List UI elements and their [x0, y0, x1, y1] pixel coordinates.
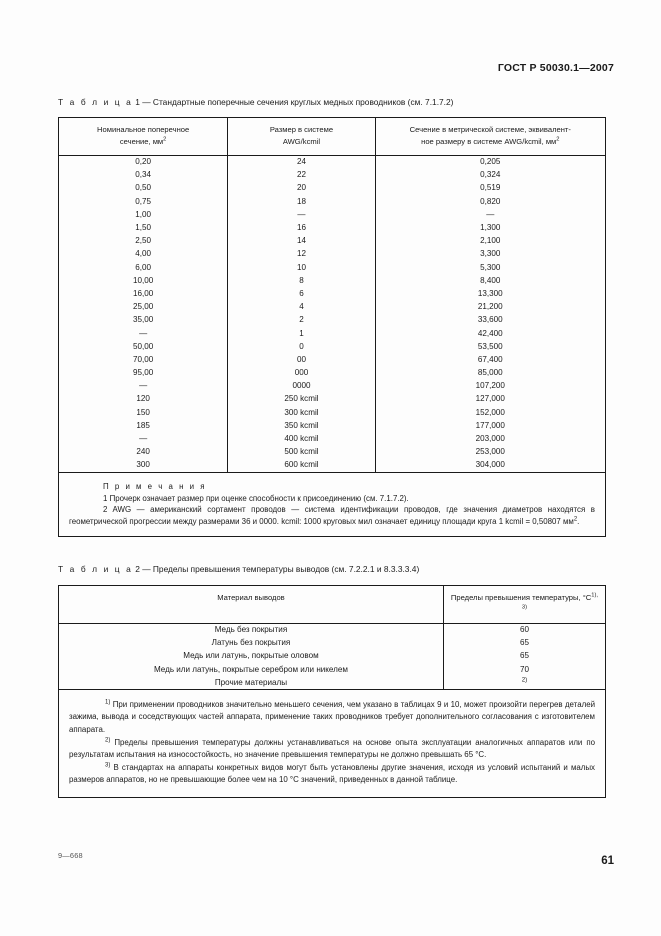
table-row: [59, 221, 605, 234]
table-1-caption-text: — Стандартные поперечные сечения круглых медных проводников (см. 7.1.7.2): [142, 97, 454, 107]
header-line-1: Сечение в метрической системе, эквивалент-: [409, 125, 571, 134]
cell-metric-equivalent: 1,300: [480, 223, 501, 233]
cell-metric-equivalent: 152,000: [475, 407, 505, 417]
cell-nominal-section: 25,00: [59, 301, 228, 314]
table-row: [59, 676, 605, 689]
cell-awg-size: 16: [228, 221, 375, 234]
table-row: [59, 235, 605, 248]
table-row: [59, 624, 605, 637]
cell-nominal-section: 16,00: [59, 287, 228, 300]
table-row: [59, 274, 605, 287]
table-row: [59, 393, 605, 406]
cell-awg-size: 300 kcmil: [228, 406, 375, 419]
table-2-body: [59, 624, 605, 690]
cell-metric-equivalent: 13,300: [477, 288, 503, 298]
cell-nominal-section: —: [59, 327, 228, 340]
cell-metric-equivalent: 42,400: [477, 328, 503, 338]
footnote-marker-1: 1): [105, 699, 111, 706]
cell-awg-size: —: [228, 208, 375, 221]
cell-awg-size: 6: [228, 287, 375, 300]
cell-nominal-section: —: [59, 380, 228, 393]
printer-signature-mark: 9—668: [58, 851, 83, 860]
cell-temperature-limit: 65: [519, 651, 529, 661]
cell-awg-size: 22: [228, 169, 375, 182]
page-number: 61: [601, 855, 614, 867]
table-row: [59, 663, 605, 676]
table-row: [59, 327, 605, 340]
cell-terminal-material: Медь или латунь, покрытые оловом: [59, 650, 444, 663]
table-row: [59, 380, 605, 393]
cell-awg-size: 10: [228, 261, 375, 274]
cell-nominal-section: 70,00: [59, 353, 228, 366]
table-2-column-header-material: Материал выводов: [59, 586, 444, 623]
cell-nominal-section: 4,00: [59, 248, 228, 261]
cell-metric-equivalent: 0,205: [480, 157, 501, 167]
footnote-marker-2: 2): [521, 676, 528, 684]
table-1: [58, 117, 606, 537]
table-row: [59, 406, 605, 419]
cell-nominal-section: 1,50: [59, 221, 228, 234]
table-1-note-1: 1 Прочерк означает размер при оценке способности к присоединению (см. 7.1.7.2).: [103, 494, 409, 504]
cell-metric-equivalent: 203,000: [475, 434, 505, 444]
cell-temperature-limit: 70: [519, 664, 529, 674]
header-text: Пределы превышения температуры, °C: [450, 593, 592, 602]
table-row: [59, 367, 605, 380]
cell-terminal-material: Латунь без покрытия: [59, 637, 444, 650]
table-2-footnote-3: [69, 762, 595, 786]
cell-awg-size: 350 kcmil: [228, 419, 375, 432]
table-1-caption-label: Т а б л и ц а: [58, 97, 133, 107]
cell-nominal-section: 185: [59, 419, 228, 432]
footnote-markers: 1), 3): [521, 592, 598, 611]
header-line-2: сечение, мм: [119, 136, 164, 146]
cell-nominal-section: 35,00: [59, 314, 228, 327]
cell-awg-size: 2: [228, 314, 375, 327]
cell-nominal-section: 10,00: [59, 274, 228, 287]
table-2-header-row: [59, 586, 605, 624]
table-2-footnotes: [59, 689, 605, 796]
header-line-2: ное размеру в системе AWG/kcmil, мм: [421, 136, 557, 146]
cell-awg-size: 12: [228, 248, 375, 261]
cell-terminal-material: Медь без покрытия: [59, 624, 444, 637]
table-row: [59, 248, 605, 261]
table-2-footnote-1: [69, 699, 595, 735]
cell-awg-size: 600 kcmil: [228, 459, 375, 472]
table-2-column-header-temperature-limits: [444, 586, 605, 623]
cell-metric-equivalent: 107,200: [475, 381, 505, 391]
table-2-caption: [58, 564, 419, 574]
cell-awg-size: 00: [228, 353, 375, 366]
cell-metric-equivalent: 0,820: [480, 196, 501, 206]
table-1-notes: [59, 472, 605, 536]
cell-metric-equivalent: 2,100: [480, 236, 501, 246]
cell-metric-equivalent: 5,300: [480, 262, 501, 272]
table-row: [59, 432, 605, 445]
table-1-header-row: [59, 118, 605, 156]
table-1-caption: [58, 97, 453, 107]
cell-awg-size: 20: [228, 182, 375, 195]
cell-temperature-limit: [444, 676, 605, 689]
cell-temperature-limit: 60: [519, 625, 529, 635]
cell-terminal-material: Медь или латунь, покрытые серебром или никелем: [59, 663, 444, 676]
cell-awg-size: 1: [228, 327, 375, 340]
cell-metric-equivalent: 304,000: [475, 460, 505, 470]
table-2-caption-number: 2: [135, 564, 140, 574]
table-2-caption-text: — Пределы превышения температуры выводов (см. 7.2.2.1 и 8.3.3.3.4): [142, 564, 420, 574]
cell-metric-equivalent: —: [486, 209, 495, 219]
cell-awg-size: 400 kcmil: [228, 432, 375, 445]
cell-metric-equivalent: 253,000: [475, 447, 505, 457]
table-1-column-header-nominal-section: [59, 118, 228, 155]
cell-nominal-section: 0,50: [59, 182, 228, 195]
cell-metric-equivalent: 53,500: [477, 341, 503, 351]
table-row: [59, 637, 605, 650]
cell-nominal-section: 300: [59, 459, 228, 472]
cell-awg-size: 14: [228, 235, 375, 248]
cell-nominal-section: 6,00: [59, 261, 228, 274]
cell-awg-size: 0000: [228, 380, 375, 393]
cell-nominal-section: 50,00: [59, 340, 228, 353]
table-1-caption-number: 1: [135, 97, 140, 107]
cell-metric-equivalent: 0,324: [480, 170, 501, 180]
superscript-two: 2: [163, 136, 167, 143]
cell-metric-equivalent: 8,400: [480, 275, 501, 285]
table-2: [58, 585, 606, 798]
table-1-notes-heading: П р и м е ч а н и я: [103, 482, 207, 492]
cell-awg-size: 4: [228, 301, 375, 314]
table-1-note-2: [69, 504, 595, 526]
cell-metric-equivalent: 21,200: [477, 302, 503, 312]
cell-metric-equivalent: 67,400: [477, 354, 503, 364]
footnote-marker-3: 3): [105, 761, 111, 768]
table-1-column-header-awg-size: [228, 118, 375, 155]
cell-awg-size: 18: [228, 195, 375, 208]
table-row: [59, 419, 605, 432]
table-1-body: [59, 156, 605, 473]
cell-nominal-section: —: [59, 432, 228, 445]
table-1-column-header-metric-equivalent: [376, 118, 605, 155]
table-row: [59, 208, 605, 221]
cell-awg-size: 000: [228, 367, 375, 380]
table-row: [59, 156, 605, 169]
table-row: [59, 182, 605, 195]
table-row: [59, 301, 605, 314]
superscript-two: 2: [573, 516, 578, 523]
cell-awg-size: 500 kcmil: [228, 446, 375, 459]
cell-metric-equivalent: 0,519: [480, 183, 501, 193]
cell-nominal-section: 1,00: [59, 208, 228, 221]
cell-metric-equivalent: 3,300: [480, 249, 501, 259]
cell-metric-equivalent: 177,000: [475, 420, 505, 430]
document-header-standard-id: ГОСТ Р 50030.1—2007: [497, 62, 614, 74]
cell-awg-size: 8: [228, 274, 375, 287]
superscript-two: 2: [556, 136, 560, 143]
cell-nominal-section: 240: [59, 446, 228, 459]
header-line-1: Номинальное поперечное: [97, 125, 190, 134]
cell-nominal-section: 150: [59, 406, 228, 419]
cell-nominal-section: 95,00: [59, 367, 228, 380]
cell-awg-size: 250 kcmil: [228, 393, 375, 406]
cell-metric-equivalent: 85,000: [477, 368, 503, 378]
header-line-2: AWG/kcmil: [282, 136, 321, 146]
cell-nominal-section: 0,34: [59, 169, 228, 182]
cell-awg-size: 24: [228, 156, 375, 169]
table-row: [59, 650, 605, 663]
table-row: [59, 169, 605, 182]
cell-metric-equivalent: 33,600: [477, 315, 503, 325]
cell-awg-size: 0: [228, 340, 375, 353]
table-row: [59, 446, 605, 459]
footnote-1-text: При применении проводников значительно меньшего сечения, чем указано в таблицах 9 и 10, может произойти перегрев деталей зажима, вывода и соседствующих частей аппарата, применение таких проводников требует дополнительного согласования с изготовителем аппарата.: [69, 700, 595, 734]
table-row: [59, 353, 605, 366]
cell-nominal-section: 0,20: [59, 156, 228, 169]
table-1-note-2-text: 2 AWG — американский сортамент проводов — система идентификации проводов, где значения диаметров находятся в геометрической прогрессии между размерами 36 и 0000. kcmil: 1000 круговых мил означает единицу площади круга 1 kcmil = 0,50807 мм: [69, 505, 595, 526]
table-2-caption-label: Т а б л и ц а: [58, 564, 133, 574]
table-row: [59, 459, 605, 472]
table-row: [59, 314, 605, 327]
table-2-footnote-2: [69, 737, 595, 761]
table-row: [59, 287, 605, 300]
table-row: [59, 340, 605, 353]
table-row: [59, 261, 605, 274]
table-row: [59, 195, 605, 208]
cell-temperature-limit: 65: [519, 638, 529, 648]
table-1-note-2-tail: .: [577, 516, 580, 526]
cell-terminal-material: Прочие материалы: [59, 676, 444, 689]
header-line-1: Размер в системе: [269, 125, 334, 134]
cell-nominal-section: 2,50: [59, 235, 228, 248]
cell-metric-equivalent: 127,000: [475, 394, 505, 404]
footnote-marker-2: 2): [105, 736, 111, 743]
footnote-3-text: В стандартах на аппараты конкретных видов могут быть установлены другие значения, исходя из условий испытаний и малых размеров аппаратов, но не превышающие более чем на 10 °C значений, приведенных в данной таблице.: [69, 762, 595, 784]
footnote-2-text: Пределы превышения температуры должны устанавливаться на основе опыта эксплуатации аналогичных аппаратов или по результатам испытания на износостойкость, но значение превышения температуры не должно превышать 65 °C.: [69, 737, 595, 759]
cell-nominal-section: 0,75: [59, 195, 228, 208]
cell-nominal-section: 120: [59, 393, 228, 406]
